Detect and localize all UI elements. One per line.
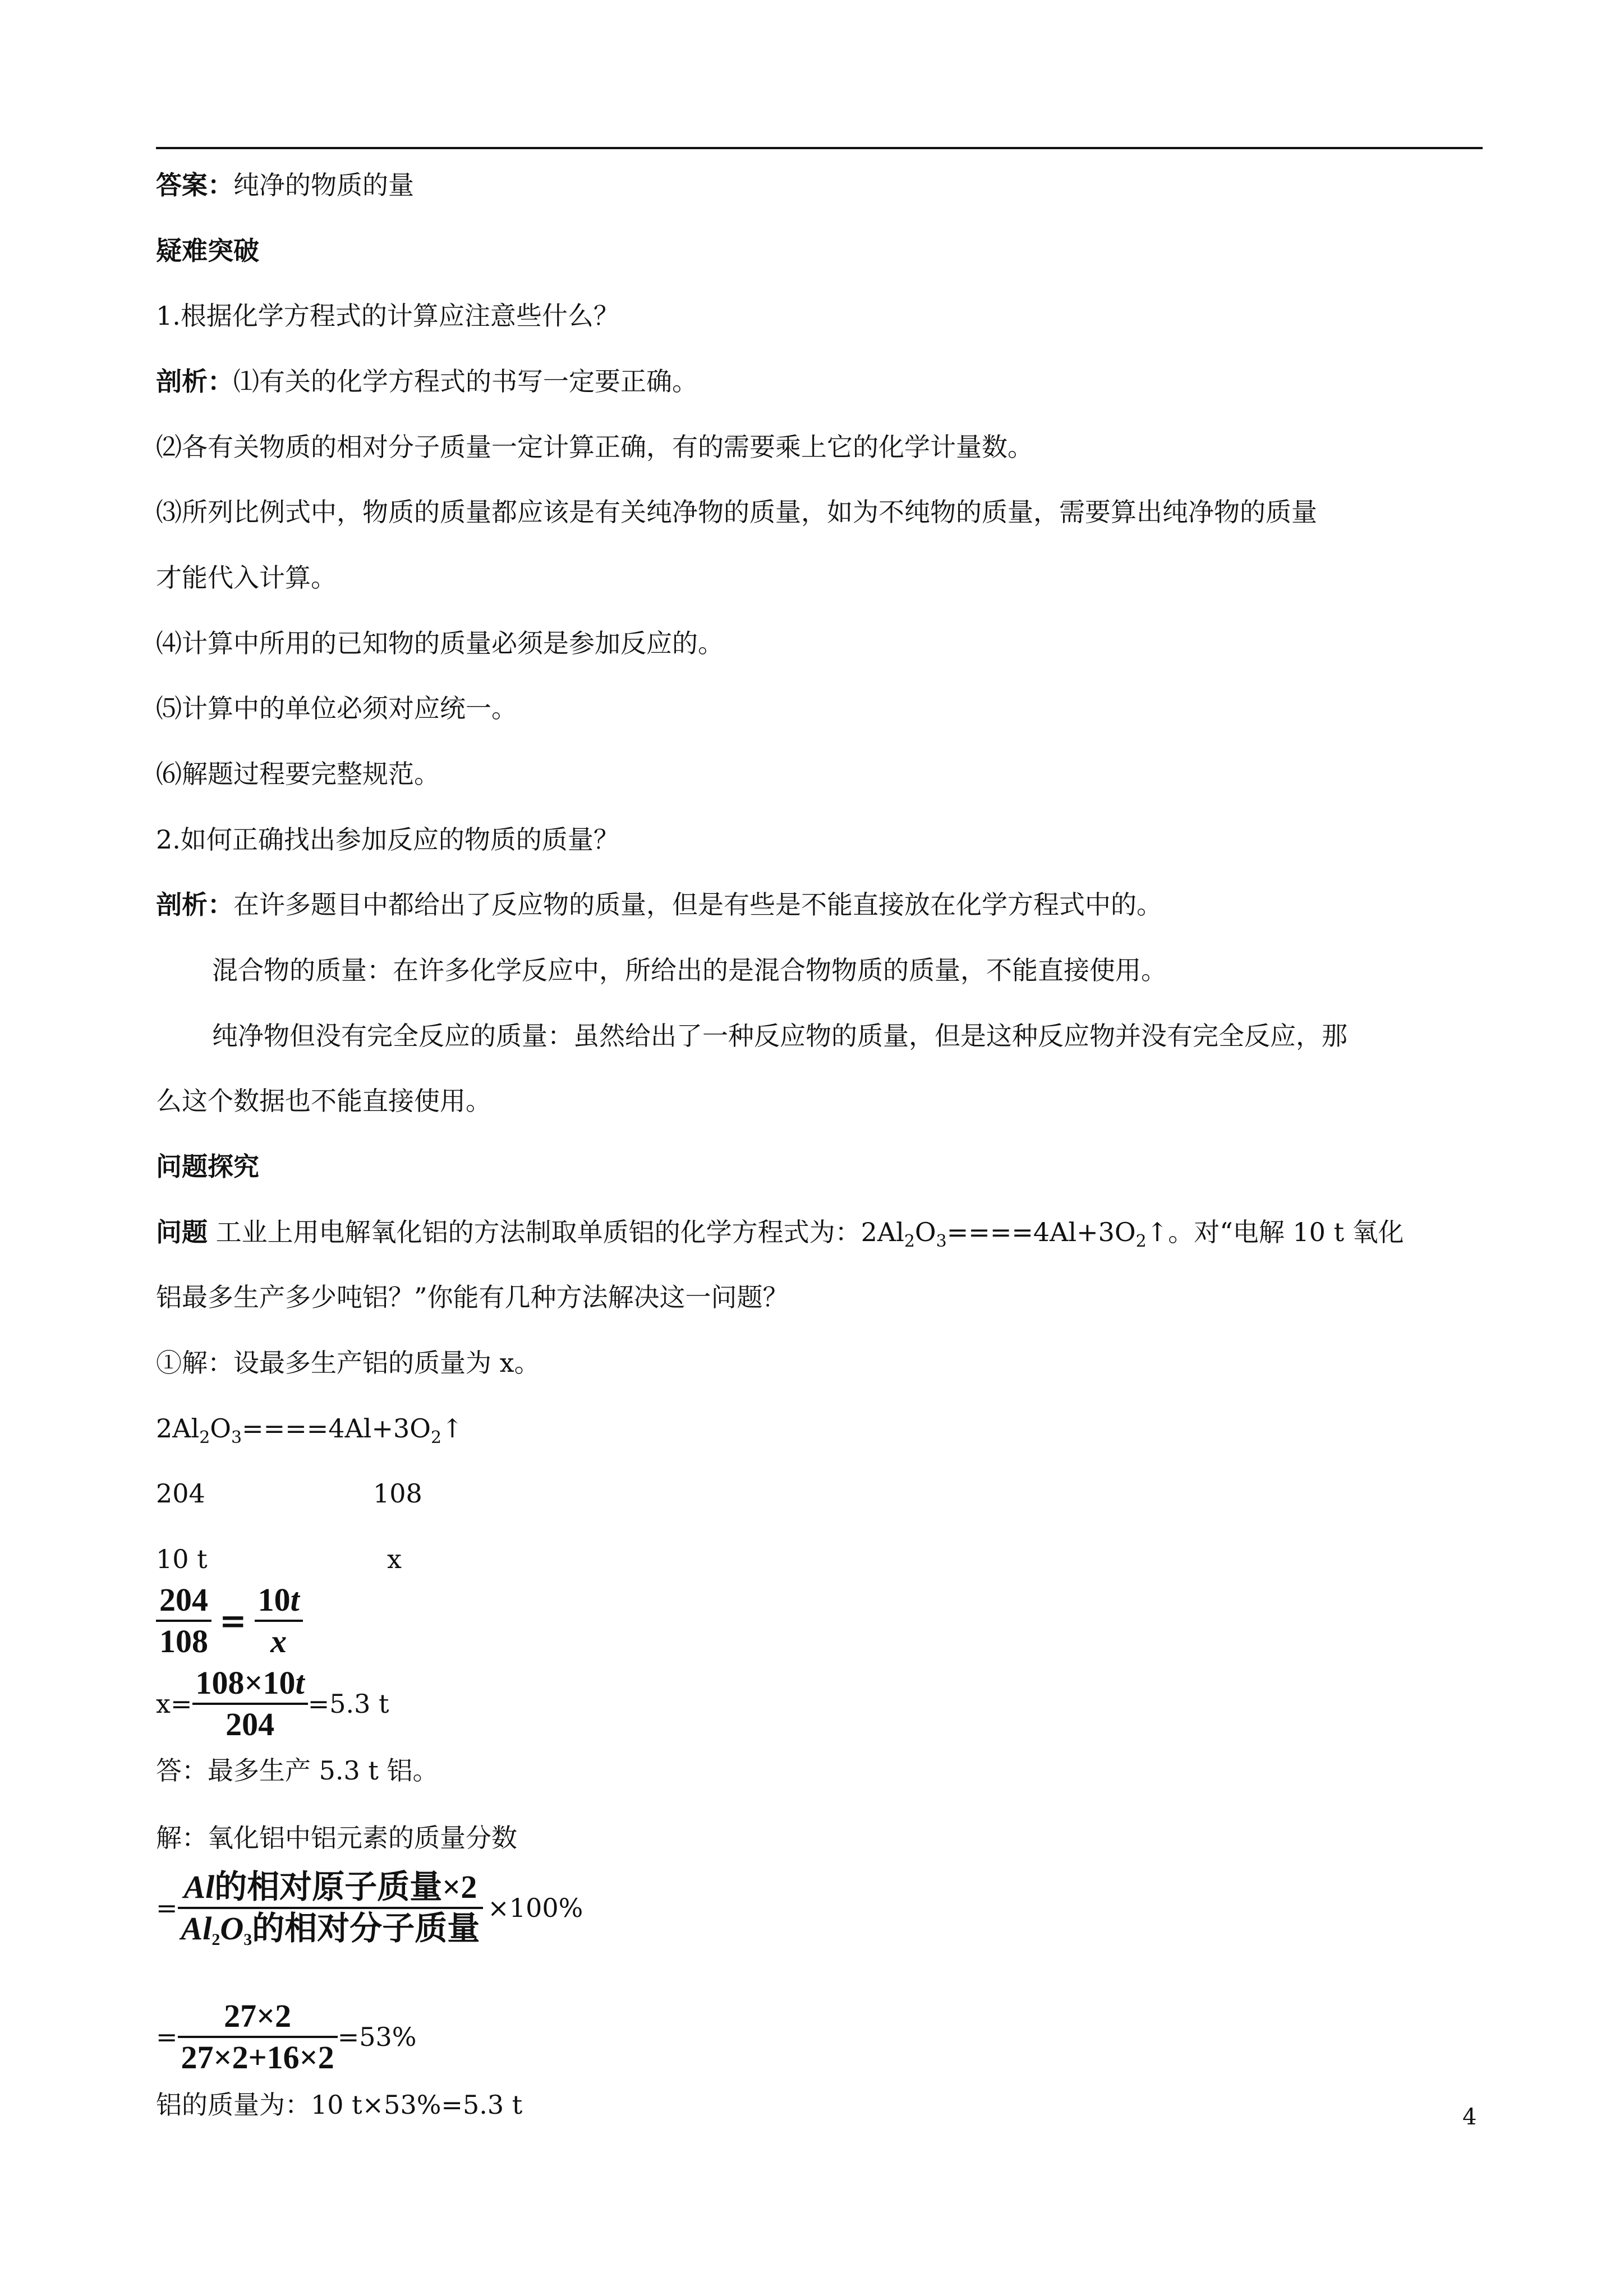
subscript: 2 [904, 1232, 915, 1251]
numeric-fraction [156, 1997, 417, 2077]
question-1: 1.根据化学方程式的计算应注意些什么？ [156, 301, 619, 331]
denominator: x [270, 1623, 287, 1659]
analysis-label: 剖析： [156, 889, 233, 920]
section-heading-difficulties: 疑难突破 [156, 236, 259, 266]
point-2: ⑵各有关物质的相对分子质量一定计算正确，有的需要乘上它的化学计量数。 [156, 432, 1033, 462]
equation-part: ↑ [441, 1413, 463, 1444]
equals-sign: = [156, 1893, 178, 1923]
denominator: 27×2+16×2 [181, 2039, 334, 2076]
numerator: 204 [156, 1580, 211, 1622]
numerator-unit: t [290, 1582, 300, 1618]
ratio-equation [156, 1580, 303, 1661]
point-5: ⑸计算中的单位必须对应统一。 [156, 693, 517, 723]
mass-fraction-formula [156, 1868, 583, 1948]
point-6: ⑹解题过程要完整规范。 [156, 759, 440, 789]
problem-text: ====4Al+3O [946, 1217, 1136, 1247]
subscript: 2 [1135, 1232, 1147, 1251]
subscript: 3 [936, 1232, 947, 1251]
numerator-text: 的相对原子质量×2 [214, 1869, 477, 1905]
numerator: 27×2 [178, 1997, 338, 2038]
problem-text: ↑。对“电解 10 t 氧化 [1146, 1217, 1404, 1247]
answer-1: 答：最多生产 5.3 t 铝。 [156, 1755, 439, 1786]
mixture-paragraph: 混合物的质量：在许多化学反应中，所给出的是混合物物质的质量，不能直接使用。 [212, 955, 1167, 985]
subscript: 2 [199, 1428, 210, 1447]
analysis-text: ⑴有关的化学方程式的书写一定要正确。 [233, 366, 698, 397]
solution-2-intro: 解：氧化铝中铝元素的质量分数 [156, 1823, 517, 1853]
denominator-text: 的相对分子质量 [252, 1910, 480, 1947]
x-result: =5.3 t [307, 1689, 389, 1719]
analysis-1 [156, 365, 698, 398]
problem-text: O [914, 1217, 936, 1247]
problem-line [156, 1215, 1404, 1249]
page-number: 4 [1462, 2104, 1477, 2130]
numeric-fraction-body [178, 1997, 338, 2077]
ratio-fraction-right [255, 1580, 303, 1661]
point-4: ⑷计算中所用的已知物的质量必须是参加反应的。 [156, 628, 724, 658]
chemical-equation [156, 1412, 463, 1445]
x-fraction [192, 1663, 308, 1744]
numerator [255, 1580, 303, 1622]
header-rule [156, 147, 1483, 149]
analysis-text: 在许多题目中都给出了反应物的质量，但是有些是不能直接放在化学方程式中的。 [233, 889, 1162, 920]
solution-1-intro: ①解：设最多生产铝的质量为 x。 [156, 1348, 540, 1378]
element-symbol: O [220, 1910, 244, 1947]
relative-mass-right: 108 [373, 1478, 422, 1509]
section-heading-exploration: 问题探究 [156, 1151, 259, 1182]
equation-part: O [210, 1413, 232, 1444]
question-2: 2.如何正确找出参加反应的物质的质量？ [156, 824, 619, 855]
subscript: 2 [431, 1428, 442, 1447]
numerator-unit: t [295, 1665, 305, 1701]
subscript: 3 [231, 1428, 242, 1447]
equation-part: 2Al [156, 1413, 200, 1444]
denominator: 108 [159, 1623, 208, 1659]
answer-line [156, 168, 414, 202]
mass-fraction-fraction [178, 1868, 484, 1948]
numerator-number: 108×10 [195, 1665, 296, 1701]
problem-line-2: 铝最多生产多少吨铝？”你能有几种方法解决这一问题？ [156, 1282, 789, 1312]
relative-mass-left: 204 [156, 1478, 205, 1509]
answer-label: 答案： [156, 170, 233, 200]
analysis-label: 剖析： [156, 366, 233, 397]
given-mass-left: 10 t [156, 1544, 208, 1574]
percent-factor: ×100% [487, 1893, 583, 1923]
subscript: 3 [243, 1930, 252, 1949]
denominator [178, 1909, 484, 1948]
x-calculation [156, 1663, 389, 1744]
point-3: ⑶所列比例式中，物质的质量都应该是有关纯净物的质量，如为不纯物的质量，需要算出纯净物的质量 [156, 497, 1317, 527]
aluminum-mass-result: 铝的质量为：10 t×53%=5.3 t [156, 2090, 523, 2120]
subscript: 2 [211, 1930, 220, 1949]
equation-part: ====4Al+3O [242, 1413, 431, 1444]
pure-paragraph: 纯净物但没有完全反应的质量：虽然给出了一种反应物的质量，但是这种反应物并没有完全反应，那 [212, 1021, 1347, 1051]
problem-label: 问题 [156, 1217, 208, 1247]
denominator: 204 [226, 1706, 275, 1742]
problem-text: 工业上用电解氧化铝的方法制取单质铝的化学方程式为：2Al [208, 1217, 904, 1247]
pure-paragraph-continued: 么这个数据也不能直接使用。 [156, 1086, 491, 1116]
equals-sign: = [156, 2022, 178, 2052]
numerator [192, 1663, 308, 1705]
point-3-continued: 才能代入计算。 [156, 563, 337, 593]
given-mass-right: x [387, 1544, 402, 1574]
ratio-fraction-left [156, 1580, 211, 1661]
x-equals: x= [156, 1689, 192, 1719]
element-symbol: Al [181, 1910, 212, 1947]
element-symbol: Al [183, 1869, 215, 1905]
equals-sign: = [219, 1602, 247, 1640]
answer-text: 纯净的物质的量 [233, 170, 414, 200]
fraction-result: =53% [337, 2022, 417, 2052]
numerator [178, 1868, 484, 1909]
numerator-number: 10 [257, 1582, 291, 1618]
analysis-2 [156, 888, 1162, 921]
